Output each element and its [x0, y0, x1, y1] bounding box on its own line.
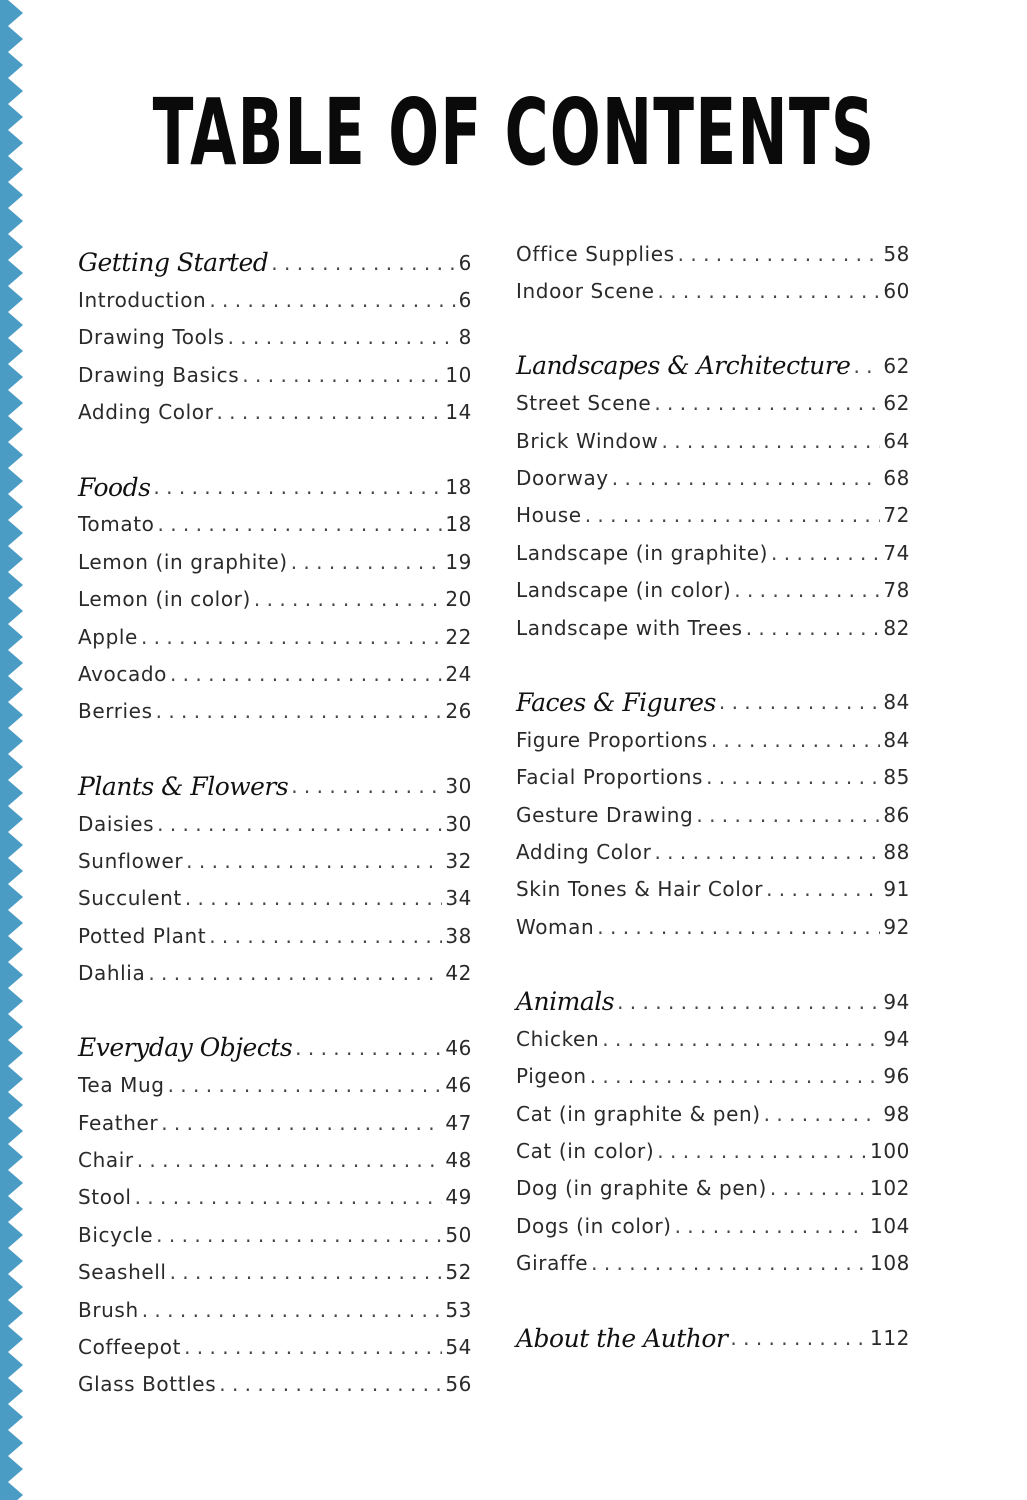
toc-entry	[516, 422, 910, 459]
dot-leader	[770, 1176, 867, 1200]
page-number: 84	[883, 727, 910, 752]
entry-title: Landscapes & Architecture	[516, 351, 851, 381]
entry-title: Faces & Figures	[516, 687, 716, 717]
dot-leader	[662, 429, 881, 453]
entry-title: Tea Mug	[78, 1073, 165, 1098]
dot-leader	[617, 990, 880, 1014]
toc-entry	[516, 1020, 910, 1057]
toc-entry	[78, 954, 472, 991]
dot-leader	[157, 812, 442, 836]
page-number: 20	[445, 587, 472, 612]
toc-entry	[516, 609, 910, 646]
toc-left-column	[78, 244, 472, 1403]
toc-entry	[516, 908, 910, 945]
toc-entry	[78, 917, 472, 954]
toc-right-column	[516, 235, 910, 1357]
entry-title: Landscape (in color)	[516, 578, 732, 603]
page-number: 46	[445, 1035, 472, 1060]
spacer	[78, 992, 472, 1029]
entry-title: Dogs (in color)	[516, 1213, 672, 1238]
toc-entry	[516, 272, 910, 309]
dot-leader	[141, 625, 442, 649]
entry-title: About the Author	[516, 1323, 728, 1353]
entry-title: Brush	[78, 1297, 139, 1322]
page-number: 34	[445, 886, 472, 911]
toc-entry	[78, 356, 472, 393]
toc-entry	[516, 534, 910, 571]
entry-title: Potted Plant	[78, 923, 207, 948]
entry-title: Everyday Objects	[78, 1033, 293, 1063]
spacer	[78, 431, 472, 468]
entry-title: Bicycle	[78, 1222, 154, 1247]
dot-leader	[186, 849, 442, 873]
page-number: 112	[870, 1326, 910, 1351]
page-number: 56	[445, 1372, 472, 1397]
entry-title: Giraffe	[516, 1251, 589, 1276]
dot-leader	[137, 1148, 443, 1172]
entry-title: Dog (in graphite & pen)	[516, 1176, 767, 1201]
page-number: 60	[883, 279, 910, 304]
toc-entry	[78, 880, 472, 917]
dot-leader	[696, 803, 880, 827]
page-number: 88	[883, 839, 910, 864]
entry-title: Sunflower	[78, 848, 184, 873]
entry-title: Drawing Tools	[78, 325, 225, 350]
page-number: 84	[883, 690, 910, 715]
page-number: 94	[883, 1026, 910, 1051]
toc-entry	[78, 394, 472, 431]
entry-title: Figure Proportions	[516, 727, 708, 752]
dot-leader	[209, 288, 455, 312]
page-number: 47	[445, 1110, 472, 1135]
spacer	[516, 646, 910, 683]
toc-section-heading	[516, 1319, 910, 1356]
page-number: 86	[883, 802, 910, 827]
spacer	[516, 945, 910, 982]
page-number: 64	[883, 428, 910, 453]
page-number: 8	[458, 325, 472, 350]
page-number: 62	[883, 391, 910, 416]
dot-leader	[156, 1223, 442, 1247]
page-number: 82	[883, 615, 910, 640]
dot-leader	[228, 325, 456, 349]
page-number: 94	[883, 989, 910, 1014]
entry-title: Tomato	[78, 512, 155, 537]
toc-entry	[78, 1179, 472, 1216]
dot-leader	[242, 363, 442, 387]
page-number: 18	[445, 512, 472, 537]
dot-leader	[597, 915, 880, 939]
page-number: 72	[883, 503, 910, 528]
page-number: 98	[883, 1101, 910, 1126]
page-number: 104	[870, 1213, 910, 1238]
dot-leader	[295, 1036, 442, 1060]
entry-title: Seashell	[78, 1260, 167, 1285]
toc-entry	[516, 1095, 910, 1132]
entry-title: Brick Window	[516, 428, 659, 453]
page-number: 19	[445, 549, 472, 574]
dot-leader	[612, 466, 881, 490]
page-title: TABLE OF CONTENTS	[152, 79, 875, 186]
page-number: 102	[870, 1176, 910, 1201]
toc-entry	[516, 721, 910, 758]
dot-leader	[148, 961, 442, 985]
dot-leader	[168, 1073, 443, 1097]
toc-entry	[78, 1067, 472, 1104]
dot-leader	[591, 1251, 867, 1275]
entry-title: Foods	[78, 472, 151, 502]
toc-entry	[78, 1141, 472, 1178]
dot-leader	[585, 503, 881, 527]
dot-leader	[734, 578, 880, 602]
spacer	[78, 730, 472, 767]
entry-title: Adding Color	[78, 400, 214, 425]
dot-leader	[678, 242, 881, 266]
toc-section-heading	[78, 1029, 472, 1066]
page-number: 6	[458, 250, 472, 275]
page-number: 42	[445, 961, 472, 986]
toc-entry	[78, 805, 472, 842]
toc-entry	[516, 871, 910, 908]
entry-title: Skin Tones & Hair Color	[516, 877, 764, 902]
entry-title: Stool	[78, 1185, 132, 1210]
toc-entry	[78, 1328, 472, 1365]
page-number: 74	[883, 540, 910, 565]
toc-entry	[78, 581, 472, 618]
entry-title: Street Scene	[516, 391, 652, 416]
page-number: 6	[458, 288, 472, 313]
entry-title: Daisies	[78, 811, 155, 836]
dot-leader	[153, 475, 442, 499]
toc-entry	[516, 235, 910, 272]
page-number: 91	[883, 877, 910, 902]
dot-leader	[730, 1326, 867, 1350]
page-number: 32	[445, 848, 472, 873]
page-number: 18	[445, 475, 472, 500]
toc-entry	[78, 1104, 472, 1141]
entry-title: Avocado	[78, 661, 167, 686]
zigzag-border	[0, 0, 26, 1500]
entry-title: Indoor Scene	[516, 279, 655, 304]
entry-title: Lemon (in color)	[78, 587, 251, 612]
toc-entry	[78, 655, 472, 692]
entry-title: Coffeepot	[78, 1335, 182, 1360]
toc-entry	[516, 1058, 910, 1095]
dot-leader	[706, 765, 880, 789]
page-number: 14	[445, 400, 472, 425]
page-number: 10	[445, 362, 472, 387]
page-number: 22	[445, 624, 472, 649]
page-number: 49	[445, 1185, 472, 1210]
page-number: 100	[870, 1139, 910, 1164]
entry-title: Cat (in color)	[516, 1139, 655, 1164]
entry-title: Chicken	[516, 1026, 600, 1051]
dot-leader	[657, 1139, 867, 1163]
toc-entry	[78, 506, 472, 543]
page-number: 30	[445, 774, 472, 799]
toc-entry	[516, 1207, 910, 1244]
toc-section-heading	[516, 684, 910, 721]
dot-leader	[185, 886, 443, 910]
page-number: 48	[445, 1148, 472, 1173]
entry-title: Dahlia	[78, 961, 146, 986]
toc-entry	[78, 618, 472, 655]
entry-title: Apple	[78, 624, 138, 649]
entry-title: Animals	[516, 987, 615, 1016]
page-number: 85	[883, 765, 910, 790]
toc-entry	[78, 1366, 472, 1403]
toc-entry	[78, 281, 472, 318]
entry-title: Lemon (in graphite)	[78, 549, 288, 574]
entry-title: Feather	[78, 1110, 159, 1135]
entry-title: Woman	[516, 914, 595, 939]
toc-section-heading	[78, 468, 472, 505]
dot-leader	[766, 877, 880, 901]
page-number: 38	[445, 923, 472, 948]
page-number: 96	[883, 1064, 910, 1089]
entry-title: Cat (in graphite & pen)	[516, 1101, 761, 1126]
entry-title: Berries	[78, 699, 153, 724]
page-number: 54	[445, 1335, 472, 1360]
dot-leader	[675, 1214, 867, 1238]
dot-leader	[291, 774, 442, 798]
dot-leader	[853, 354, 880, 378]
page-number: 53	[445, 1297, 472, 1322]
dot-leader	[771, 541, 880, 565]
spacer	[516, 310, 910, 347]
page-number: 52	[445, 1260, 472, 1285]
page-number: 108	[870, 1251, 910, 1276]
dot-leader	[711, 728, 881, 752]
entry-title: Gesture Drawing	[516, 802, 694, 827]
zigzag-shape	[0, 0, 23, 1500]
toc-entry	[516, 758, 910, 795]
toc-section-heading	[516, 983, 910, 1020]
dot-leader	[654, 391, 880, 415]
toc-entry	[516, 572, 910, 609]
dot-leader	[602, 1027, 880, 1051]
dot-leader	[291, 550, 443, 574]
entry-title: Introduction	[78, 288, 207, 313]
dot-leader	[654, 840, 880, 864]
page-number: 26	[445, 699, 472, 724]
page-number: 62	[883, 353, 910, 378]
toc-entry	[78, 842, 472, 879]
entry-title: Landscape with Trees	[516, 615, 743, 640]
entry-title: Adding Color	[516, 839, 652, 864]
dot-leader	[142, 1298, 443, 1322]
entry-title: Landscape (in graphite)	[516, 540, 769, 565]
dot-leader	[271, 251, 455, 275]
dot-leader	[719, 690, 880, 714]
spacer	[516, 1282, 910, 1319]
page-number: 68	[883, 466, 910, 491]
toc-entry	[516, 833, 910, 870]
dot-leader	[184, 1335, 442, 1359]
entry-title: Facial Proportions	[516, 765, 704, 790]
toc-section-heading	[516, 347, 910, 384]
toc-entry	[516, 459, 910, 496]
toc-section-heading	[78, 767, 472, 804]
dot-leader	[156, 699, 443, 723]
toc-entry	[516, 1170, 910, 1207]
entry-title: Glass Bottles	[78, 1372, 217, 1397]
entry-title: Succulent	[78, 886, 182, 911]
toc-entry	[78, 543, 472, 580]
toc-entry	[78, 1291, 472, 1328]
toc-entry	[516, 1132, 910, 1169]
page-number: 92	[883, 914, 910, 939]
dot-leader	[170, 662, 442, 686]
dot-leader	[170, 1260, 443, 1284]
dot-leader	[254, 587, 442, 611]
dot-leader	[209, 924, 442, 948]
page-number: 46	[445, 1073, 472, 1098]
toc-entry	[516, 385, 910, 422]
toc-entry	[78, 693, 472, 730]
page-number: 24	[445, 661, 472, 686]
dot-leader	[746, 616, 881, 640]
entry-title: Office Supplies	[516, 241, 675, 266]
entry-title: Drawing Basics	[78, 362, 240, 387]
dot-leader	[590, 1064, 881, 1088]
entry-title: Pigeon	[516, 1064, 587, 1089]
toc-entry	[516, 1245, 910, 1282]
toc-entry	[516, 497, 910, 534]
entry-title: Chair	[78, 1148, 134, 1173]
entry-title: Plants & Flowers	[78, 771, 289, 801]
entry-title: Getting Started	[78, 248, 269, 278]
dot-leader	[764, 1102, 881, 1126]
page-number: 30	[445, 811, 472, 836]
page-number: 58	[883, 241, 910, 266]
entry-title: Doorway	[516, 466, 609, 491]
dot-leader	[157, 512, 442, 536]
page-number: 50	[445, 1222, 472, 1247]
toc-entry	[78, 319, 472, 356]
entry-title: House	[516, 503, 582, 528]
dot-leader	[658, 279, 881, 303]
toc-entry	[78, 1254, 472, 1291]
page-number: 78	[883, 578, 910, 603]
dot-leader	[219, 1372, 442, 1396]
toc-entry	[78, 1216, 472, 1253]
dot-leader	[135, 1185, 443, 1209]
dot-leader	[161, 1111, 442, 1135]
toc-entry	[516, 796, 910, 833]
toc-section-heading	[78, 244, 472, 281]
dot-leader	[216, 400, 442, 424]
